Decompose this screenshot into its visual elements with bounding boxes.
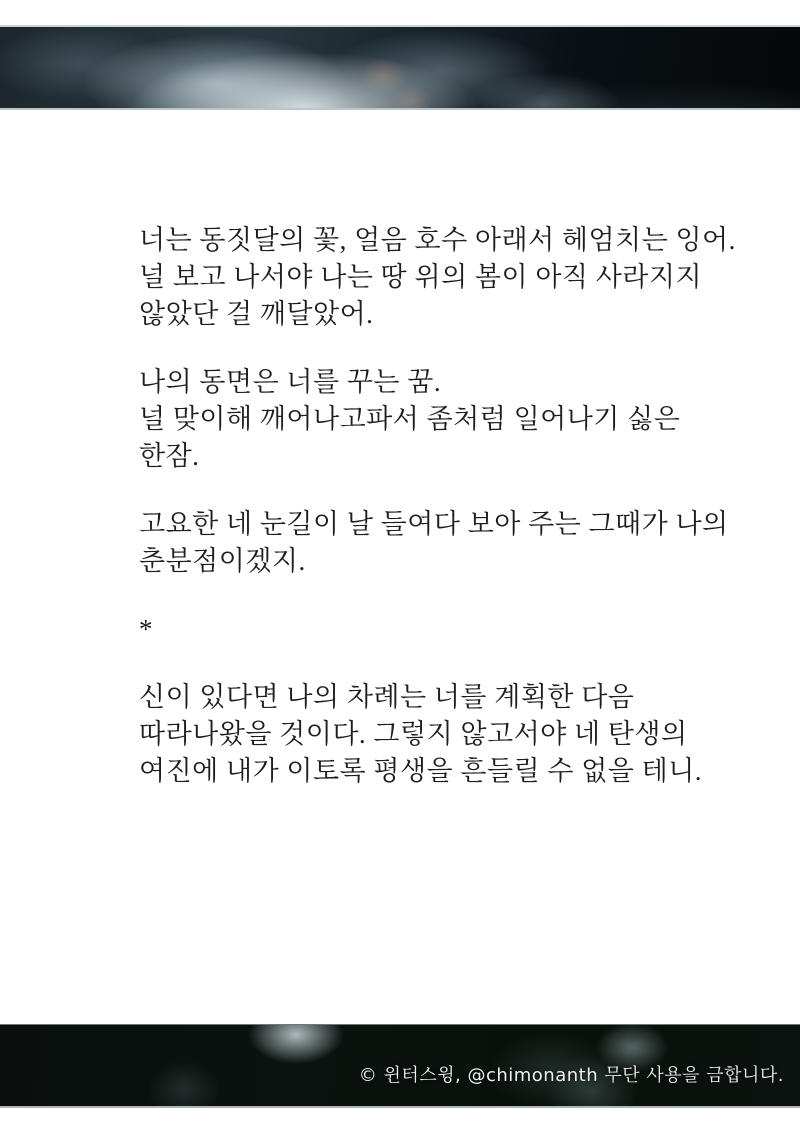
poem-line: 춘분점이겠지. (139, 546, 306, 576)
poem-line: 않았단 걸 깨달았어. (139, 299, 374, 329)
poem-line: 신이 있다면 나의 차례는 너를 계획한 다음 (139, 682, 635, 712)
poem-line: 널 보고 나서야 나는 땅 위의 봄이 아직 사라지지 (139, 262, 703, 292)
top-banner-photo (0, 25, 800, 110)
poem-line: 널 맞이해 깨어나고파서 좀처럼 일어나기 싫은 (139, 404, 681, 434)
poem-line: 나의 동면은 너를 꾸는 꿈. (139, 367, 442, 397)
poem-text (139, 222, 736, 790)
poem-stanza (139, 222, 736, 333)
poem-line: 여진에 내가 이토록 평생을 흔들릴 수 없을 테니. (139, 756, 703, 786)
poem-line: 한잠. (139, 441, 200, 471)
stanza-divider-asterisk (139, 611, 689, 648)
poem-stanza (139, 364, 689, 475)
poem-stanza (139, 679, 703, 790)
poem-line: 따라나왔을 것이다. 그렇지 않고서야 네 탄생의 (139, 719, 688, 749)
poem-line: * (139, 614, 153, 644)
bottom-banner-photo (0, 1024, 800, 1108)
poem-line: 고요한 네 눈길이 날 들여다 보아 주는 그때가 나의 (139, 509, 729, 539)
poem-stanza (139, 506, 729, 580)
copyright-watermark: © 윈터스윙, @chimonanth 무단 사용을 금합니다. (358, 1065, 784, 1086)
poem-line: 너는 동짓달의 꽃, 얼음 호수 아래서 헤엄치는 잉어. (139, 225, 736, 255)
